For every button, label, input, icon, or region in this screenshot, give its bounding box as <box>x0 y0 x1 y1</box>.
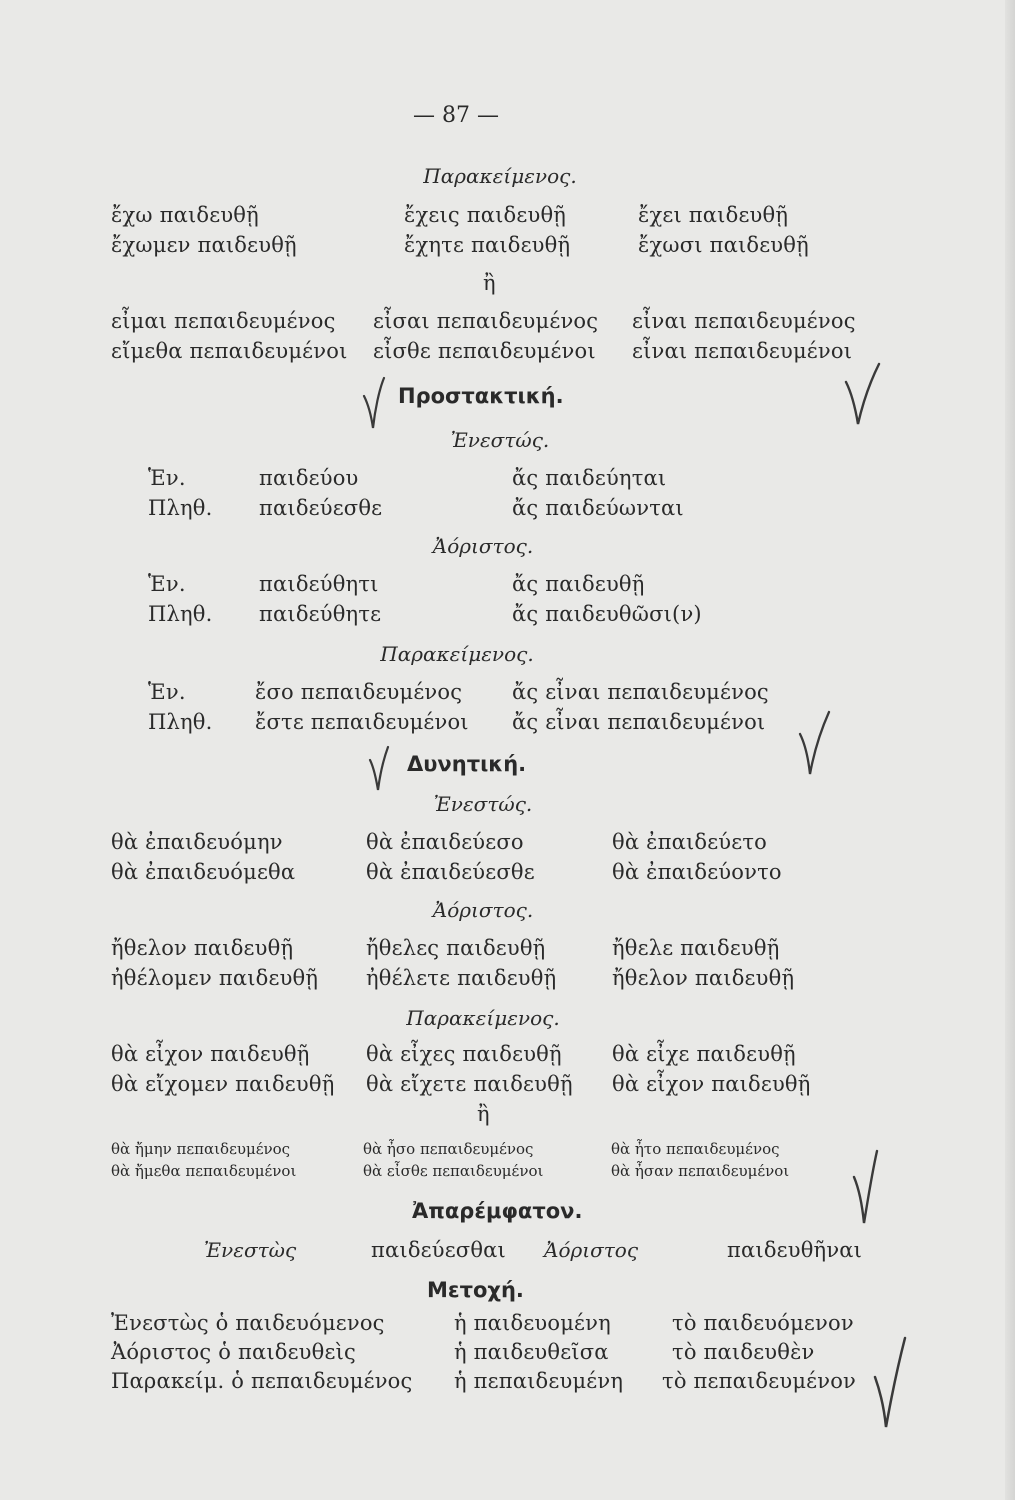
form-cell: θὰ εἶσθε πεπαιδευμένοι <box>363 1162 544 1180</box>
form-cell: παιδεύου <box>259 466 359 490</box>
subheading-aorist: Ἀόριστος. <box>432 534 534 558</box>
imperative-heading: Προστακτική. <box>398 384 564 408</box>
form-cell: ἡ πεπαιδευμένη <box>454 1369 624 1393</box>
form-cell: εἶσαι πεπαιδευμένος <box>373 309 599 333</box>
page-number: — 87 — <box>413 103 499 128</box>
or-separator: ἢ <box>477 1102 490 1126</box>
form-cell: ἄς παιδεύωνται <box>512 496 684 520</box>
section-heading-perfect: Παρακείμενος. <box>423 164 577 188</box>
form-cell: ἔχωμεν παιδευθῇ <box>111 233 297 257</box>
form-cell: ἔστε πεπαιδευμένοι <box>255 710 469 734</box>
infinitive-heading: Ἀπαρέμφατον. <box>412 1199 583 1223</box>
form-cell: θὰ ἐπαιδεύεσθε <box>366 860 535 884</box>
form-cell: θὰ ἐπαιδεύοντο <box>612 860 782 884</box>
subheading-aorist: Ἀόριστος. <box>432 898 534 922</box>
form-cell: ἄς εἶναι πεπαιδευμένοι <box>512 710 766 734</box>
infinitive-label: Ἀόριστος <box>544 1238 639 1262</box>
participle-heading: Μετοχή. <box>427 1278 524 1302</box>
form-cell: ἄς εἶναι πεπαιδευμένος <box>512 680 769 704</box>
form-cell: ἤθελες παιδευθῇ <box>366 936 546 960</box>
form-cell: παιδεύεσθε <box>259 496 383 520</box>
form-cell: θὰ εἶχον παιδευθῇ <box>612 1072 811 1096</box>
form-cell: θὰ ἦσαν πεπαιδευμένοι <box>611 1162 790 1180</box>
form-cell: τὸ παιδευόμενον <box>672 1311 854 1335</box>
check-mark-icon <box>798 708 832 780</box>
form-cell: παιδεύθητι <box>259 572 379 596</box>
subheading-present: Ἐνεστώς. <box>450 428 550 452</box>
number-label: Πληθ. <box>148 602 213 626</box>
form-cell: θὰ εἴχομεν παιδευθῇ <box>111 1072 335 1096</box>
form-cell: ἄς παιδευθῶσι(ν) <box>512 602 702 626</box>
check-mark-icon <box>362 374 386 434</box>
form-cell: θὰ εἶχες παιδευθῇ <box>366 1042 562 1066</box>
check-mark-icon <box>872 1333 908 1433</box>
check-mark-icon <box>852 1147 880 1229</box>
form-cell: θὰ ἤμην πεπαιδευμένος <box>111 1140 291 1158</box>
form-cell: θὰ ἐπαιδεύετο <box>612 830 768 854</box>
form-cell: ἔσο πεπαιδευμένος <box>255 680 463 704</box>
form-cell: ἔχωσι παιδευθῇ <box>638 233 809 257</box>
form-cell: εἶσθε πεπαιδευμένοι <box>373 339 596 363</box>
form-cell: ἡ παιδευομένη <box>454 1311 611 1335</box>
form-cell: ἠθέλομεν παιδευθῇ <box>111 966 319 990</box>
form-cell: Ἐνεστὼς ὁ παιδευόμενος <box>111 1311 385 1335</box>
form-cell: ἄς παιδεύηται <box>512 466 667 490</box>
form-cell: ἔχει παιδευθῇ <box>638 203 789 227</box>
number-label: Ἑν. <box>148 680 186 704</box>
form-cell: ἄς παιδευθῇ <box>512 572 645 596</box>
number-label: Ἑν. <box>148 466 186 490</box>
form-cell: ἔχεις παιδευθῇ <box>404 203 567 227</box>
form-cell: θὰ εἶχον παιδευθῇ <box>111 1042 310 1066</box>
infinitive-label: Ἐνεστὼς <box>204 1238 297 1262</box>
form-cell: παιδεύθητε <box>259 602 382 626</box>
form-cell: ἔχω παιδευθῇ <box>111 203 259 227</box>
subheading-present: Ἐνεστώς. <box>433 792 533 816</box>
form-cell: ἤθελε παιδευθῇ <box>612 936 780 960</box>
form-cell: εἶναι πεπαιδευμένος <box>632 309 856 333</box>
form-cell: εἴμεθα πεπαιδευμένοι <box>111 339 348 363</box>
number-label: Πληθ. <box>148 710 213 734</box>
form-cell: θὰ ἐπαιδεύεσο <box>366 830 524 854</box>
form-cell: θὰ ἦτο πεπαιδευμένος <box>611 1140 780 1158</box>
form-cell: τὸ πεπαιδευμένον <box>662 1369 857 1393</box>
form-cell: θὰ ἐπαιδευόμεθα <box>111 860 296 884</box>
check-mark-icon <box>843 360 883 430</box>
number-label: Πληθ. <box>148 496 213 520</box>
form-cell: ἔχητε παιδευθῇ <box>404 233 571 257</box>
form-cell: τὸ παιδευθὲν <box>672 1340 815 1364</box>
page-edge-shadow <box>1005 0 1015 1500</box>
form-cell: ἠθέλετε παιδευθῇ <box>366 966 557 990</box>
form-cell: Παρακείμ. ὁ πεπαιδευμένος <box>111 1369 413 1393</box>
form-cell: εἶμαι πεπαιδευμένος <box>111 309 336 333</box>
subheading-perfect: Παρακείμενος. <box>406 1006 560 1030</box>
form-cell: ἤθελον παιδευθῇ <box>612 966 795 990</box>
form-cell: θὰ ἤμεθα πεπαιδευμένοι <box>111 1162 297 1180</box>
number-label: Ἑν. <box>148 572 186 596</box>
form-cell: εἶναι πεπαιδευμένοι <box>632 339 853 363</box>
form-cell: θὰ ἐπαιδευόμην <box>111 830 283 854</box>
form-cell: θὰ ἦσο πεπαιδευμένος <box>363 1140 534 1158</box>
or-separator: ἢ <box>483 271 496 295</box>
form-cell: ἤθελον παιδευθῇ <box>111 936 294 960</box>
infinitive-form: παιδευθῆναι <box>727 1238 863 1262</box>
infinitive-form: παιδεύεσθαι <box>371 1238 506 1262</box>
form-cell: Ἀόριστος ὁ παιδευθεὶς <box>111 1340 356 1364</box>
form-cell: θὰ εἴχετε παιδευθῇ <box>366 1072 573 1096</box>
subheading-perfect: Παρακείμενος. <box>380 642 534 666</box>
check-mark-icon <box>368 744 390 794</box>
potential-heading: Δυνητική. <box>407 752 527 776</box>
form-cell: ἡ παιδευθεῖσα <box>454 1340 609 1364</box>
form-cell: θὰ εἶχε παιδευθῇ <box>612 1042 796 1066</box>
